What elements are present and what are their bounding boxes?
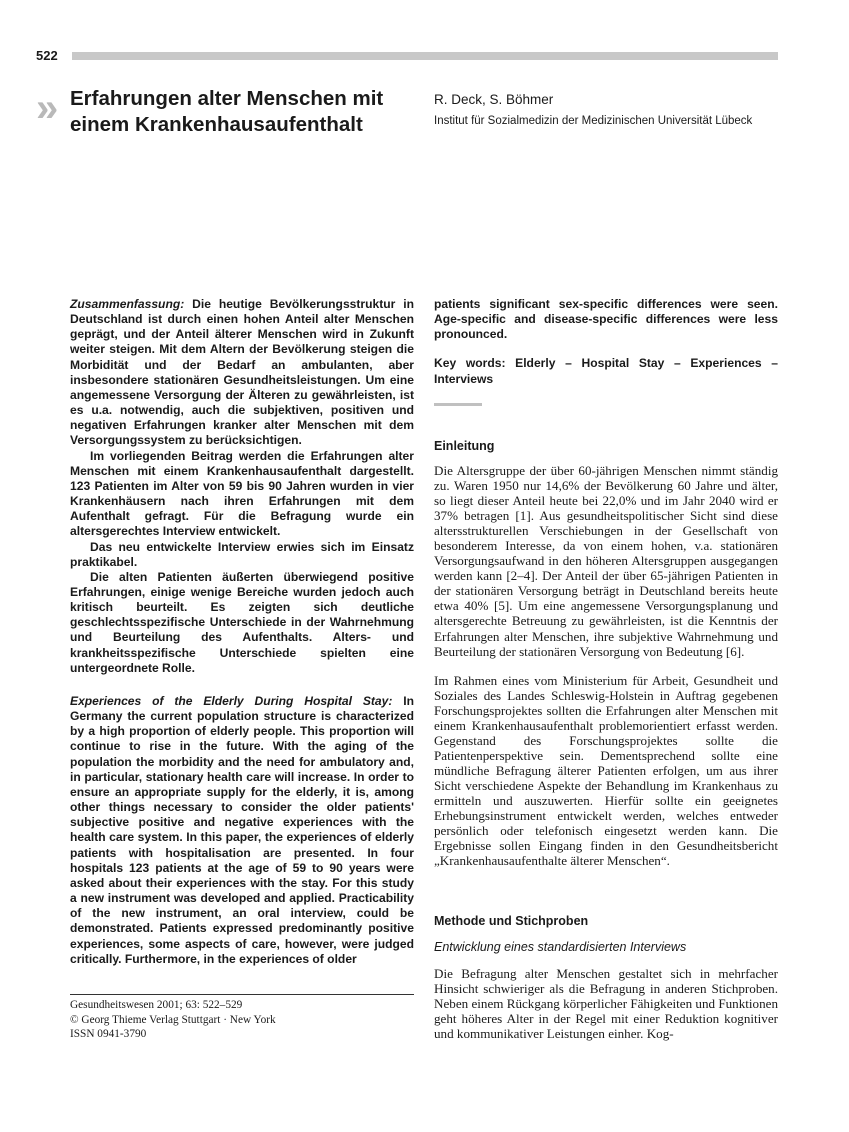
article-title: Erfahrungen alter Menschen mit einem Krankenhausaufenthalt bbox=[70, 87, 384, 136]
abstract-german-p2: Im vorliegenden Beitrag werden die Erfahrungen alter Menschen mit einem Krankenhausaufenthalt dargestellt. 123 Patienten im Alter von 59 bis 90 Jahren wurden in vier Krankenhäusern nach ihren Erfahrungen mit dem Aufenthalt gefragt. Für die Befragung wurde ein altersgerechtes Interview entwickelt. bbox=[70, 448, 414, 539]
einleitung-body bbox=[434, 463, 778, 868]
abstract-english bbox=[70, 694, 414, 967]
abstract-german-p3: Das neu entwickelte Interview erwies sich im Einsatz praktikabel. bbox=[70, 539, 414, 569]
section-divider bbox=[434, 403, 482, 406]
article-affiliation: Institut für Sozialmedizin der Medizinischen Universität Lübeck bbox=[434, 115, 753, 127]
abstract-english-continued bbox=[434, 297, 778, 387]
header-bar bbox=[72, 52, 778, 60]
footer-issn: ISSN 0941-3790 bbox=[70, 1028, 147, 1040]
abstract-english-text: In Germany the current population structure is characterized by a high proportion of elderly people. This proportion will continue to rise in the future. With the aging of the population the morbidity and the need for ambulatory and, in particular, stationary health care will increase. In order to ensure an appropriate supply for the elderly, it is, among other things necessary to consider the older patients' subjective positive and negative experiences with the health care system. In this paper, the experiences of elderly patients with hospitalisation are presented. In four hospitals 123 patients at the age of 59 to 90 years were asked about their experiences with the stay. For this study a new instrument was developed and applied. Practicability of the new instrument, an oral interview, could be demonstrated. Patients expressed predominantly positive experiences, some aspects of care, however, were judged critically. Furthermore, in the experiences of older bbox=[70, 694, 414, 966]
page-number: 522 bbox=[36, 48, 58, 63]
heading-einleitung: Einleitung bbox=[434, 439, 495, 453]
footer-copyright: © Georg Thieme Verlag Stuttgart · New York bbox=[70, 1013, 276, 1026]
einleitung-paragraph-1: Die Altersgruppe der über 60-jährigen Menschen nimmt ständig zu. Waren 1950 nur 14,6% der Bevölkerung 60 Jahre und älter, so liegt dieser Anteil heute bei 22,0% und im Jahr 2040 wird er 37% betragen [1]. Aus gesundheitspolitischer Sicht sind diese altersstrukturellen Verschiebungen in der Gesellschaft von besonderem Interesse, da von einem hohen, v.a. stationären Versorgungsaufwand in den höheren Altersgruppen ausgegangen werden kann [2–4]. Der Anteil der über 65-jährigen Patienten in der stationären Versorgung beträgt in Deutschland bereits heute etwa 40% [5]. Um eine angemessene Versorgungsplanung und altersgerechte Betreuung zu gewährleisten, ist die Kenntnis der Erfahrungen alter Menschen, ihre subjektive Wahrnehmung und Beurteilung der stationären Versorgung von Bedeutung [6]. bbox=[434, 463, 778, 659]
article-authors: R. Deck, S. Böhmer bbox=[434, 92, 554, 107]
journal-footer bbox=[70, 998, 276, 1042]
abstract-english-continued-text: patients significant sex-specific differences were seen. Age-specific and disease-specific differences were less pronounced. bbox=[434, 297, 778, 342]
abstract-german-label: Zusammenfassung: bbox=[70, 297, 185, 311]
abstract-german-p4: Die alten Patienten äußerten überwiegend positive Erfahrungen, einige wenige Bereiche wurden jedoch auch kritisch beurteilt. Es zeigten sich deutliche geschlechtsspezifische Unterschiede in der Wahrnehmung und Beurteilung des Aufenthalts. Alters- und krankheitsspezifische Unterschiede spielten eine untergeordnete Rolle. bbox=[70, 569, 414, 675]
abstract-german bbox=[70, 297, 414, 676]
methode-body bbox=[434, 966, 778, 1041]
keywords-label: Key words: bbox=[434, 356, 506, 371]
einleitung-paragraph-2: Im Rahmen eines vom Ministerium für Arbeit, Gesundheit und Soziales des Landes Schleswig-Holstein in Auftrag gegebenen Forschungsprojektes sollten die Erfahrungen alter Menschen mit einem Krankenhausaufenthalt problemorientiert erfasst werden. Gegenstand des Forschungsprojektes sollte die Patientenperspektive sein. Dementsprechend sollte eine mündliche Befragung älterer Patienten erfolgen, um aus ihrer Sicht verschiedene Aspekte der Behandlung im Krankenhaus zu ermitteln und auszuwerten. Hierfür sollte ein geeignetes Erhebungsinstrument entwickelt werden, welches entweder persönlich oder telefonisch eingesetzt werden kann. Die Ergebnisse sollen Eingang finden in den Gesundheitsbericht „Krankenhausaufenthalte älterer Menschen“. bbox=[434, 672, 778, 869]
subheading-interview: Entwicklung eines standardisierten Interviews bbox=[434, 940, 687, 954]
abstract-german-p1: Die heutige Bevölkerungsstruktur in Deutschland ist durch einen hohen Anteil alter Menschen geprägt, und der Anteil älterer Menschen wird in Zukunft weiter steigen. Mit dem Altern der Bevölkerung steigen die Morbidität und der Bedarf an ambulanten, aber insbesondere stationären Gesundheitsleistungen. Um eine angemessene Versorgung der Älteren zu gewährleisten, ist es u.a. notwendig, auch die subjektiven, positiven und negativen Erfahrungen kranker alter Menschen mit dem Versorgungssystem zu berücksichtigen. bbox=[70, 297, 414, 448]
keywords-text: Elderly – Hospital Stay – Experiences – Interviews bbox=[434, 356, 778, 386]
footer-rule bbox=[70, 994, 414, 995]
heading-methode: Methode und Stichproben bbox=[434, 914, 589, 928]
section-marker-icon: » bbox=[36, 86, 53, 130]
abstract-english-label: Experiences of the Elderly During Hospital Stay: bbox=[70, 694, 393, 708]
methode-paragraph-1: Die Befragung alter Menschen gestaltet sich in mehrfacher Hinsicht schwieriger als die Befragung in anderen Stichproben. Neben einem Rückgang körperlicher Fähigkeiten und Funktionen geht höheres Alter in der Regel mit einer Reduktion kognitiver und kommunikativer Leistungen einher. Kog- bbox=[434, 966, 778, 1042]
footer-citation: Gesundheitswesen 2001; 63: 522–529 bbox=[70, 999, 243, 1011]
